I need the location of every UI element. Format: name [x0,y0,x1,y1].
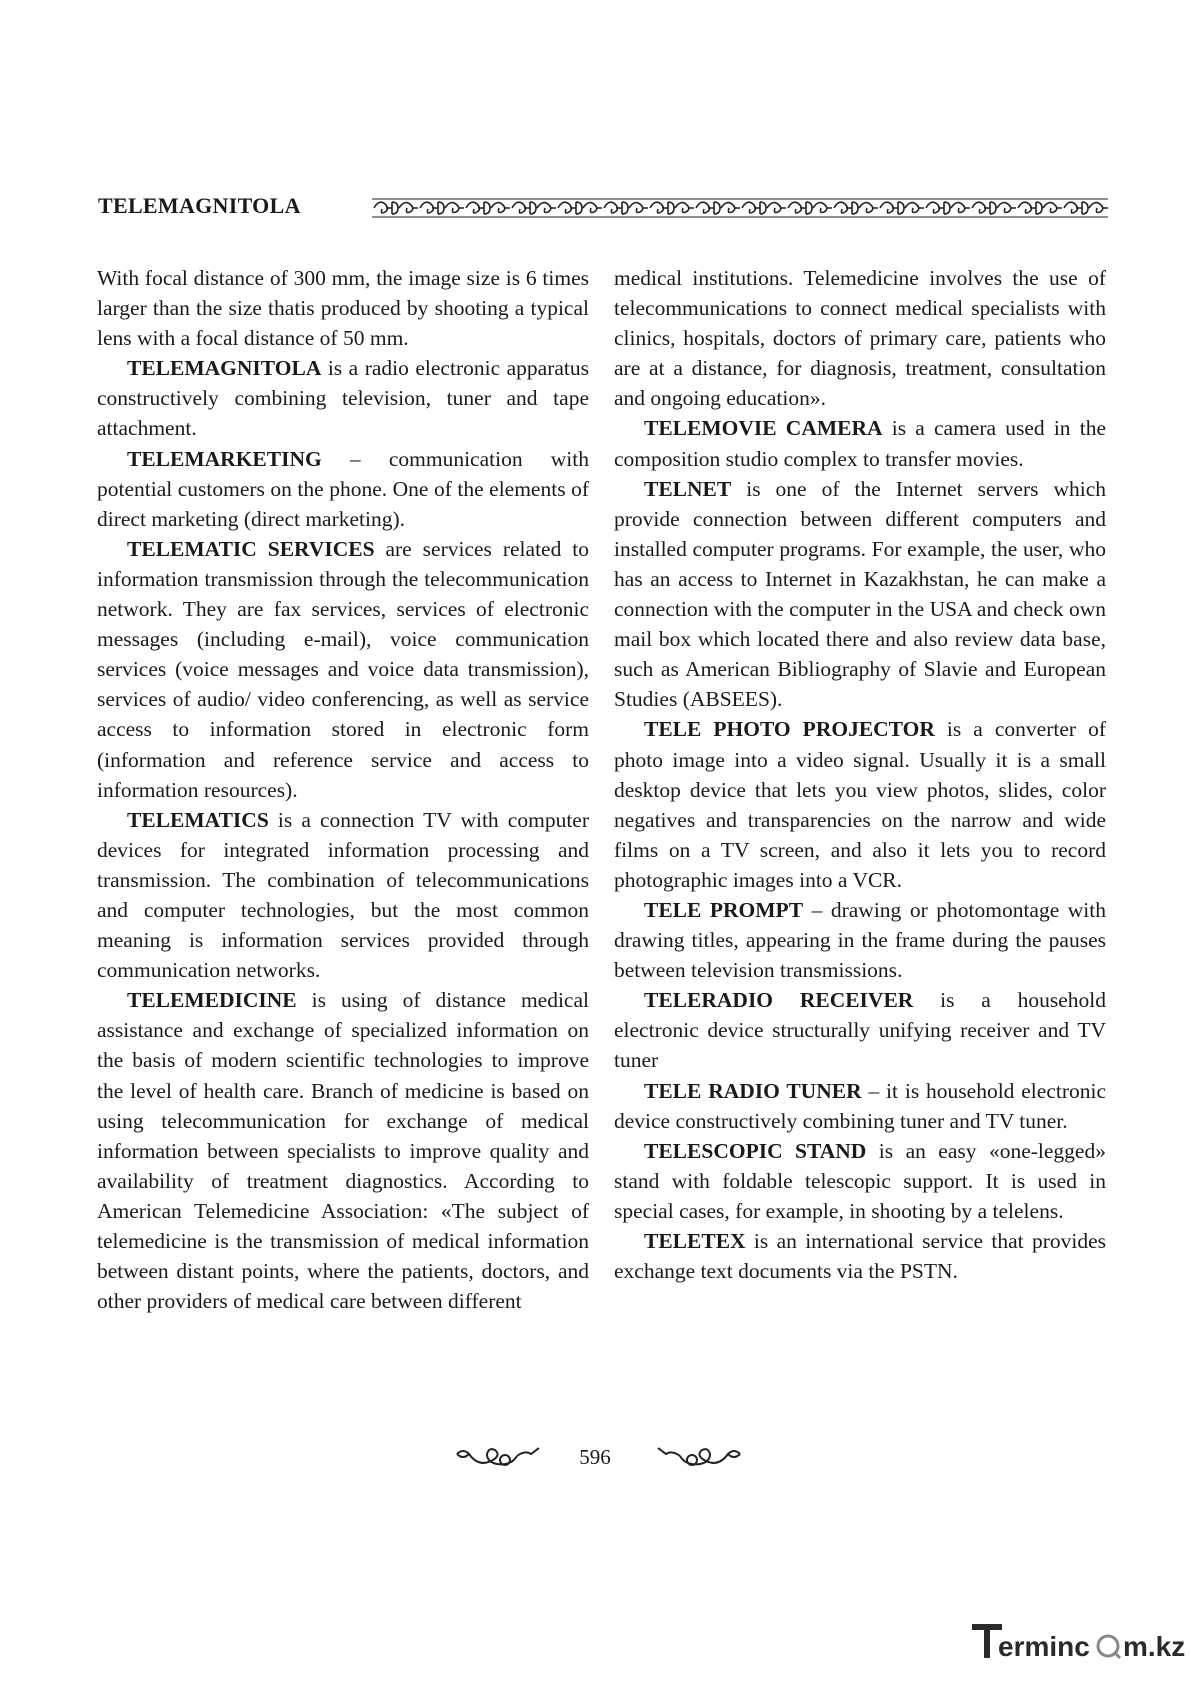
entry-paragraph: TELEMAGNITOLA is a radio electronic apparatus constructively combining television, tuner and tape attachment. [97,356,589,441]
entry-term: TELEMEDICINE [127,988,297,1013]
svg-text:m.kz: m.kz [1123,1631,1186,1662]
right-column [614,263,1106,1286]
footer-ornament-right [656,1446,742,1472]
entry-term: TELE RADIO TUNER [644,1078,862,1103]
entry-term: TELESCOPIC STAND [644,1138,867,1163]
entry-paragraph: TELEMATIC SERVICES are services related to information transmission through the telecommunication network. They are fax services, services of electronic messages (including e-mail), voice communication services (voice messages and voice data transmission), services of audio/ video conferencing, as well as service access to information stored in electronic form (information and reference service and access to information resources). [97,536,589,802]
entry-paragraph: TELEMOVIE CAMERA is a camera used in the composition studio complex to transfer movies. [614,416,1106,471]
entry-paragraph: medical institutions. Telemedicine involves the use of telecommunications to connect medical specialists with clinics, hospitals, doctors of primary care, patients who are at a distance, for diagnosis, treatment, consultation and ongoing education». [614,266,1106,411]
entry-paragraph: TELE PROMPT – drawing or photomontage with drawing titles, appearing in the frame during the pauses between television transmissions. [614,897,1107,983]
svg-text:erminc: erminc [998,1631,1090,1662]
entry-term: TELEMAGNITOLA [127,356,322,381]
entry-paragraph: TELE RADIO TUNER – it is household electronic device constructively combining tuner and TV tuner. [614,1078,1107,1133]
footer-ornament-left [455,1446,541,1472]
entry-term: TELNET [644,476,732,501]
page-number: 596 [579,1445,611,1469]
entry-term: TELEMATIC SERVICES [127,536,375,561]
running-head: TELEMAGNITOLA [98,193,301,218]
entry-paragraph: TELEMARKETING – communication with potential customers on the phone. One of the elements of direct marketing (direct marketing). [97,446,589,531]
entry-paragraph: TELE PHOTO PROJECTOR is a converter of photo image into a video signal. Usually it is a small desktop device that lets you view photos, slides, color negatives and transparencies on the narrow and wide films on a TV screen, and also it lets you to record photographic images into a VCR. [614,717,1106,892]
watermark-logo [968,1620,1186,1664]
entry-paragraph: TELNET is one of the Internet servers which provide connection between different computers and installed computer programs. For example, the user, who has an access to Internet in Kazakhstan, he can make a connection with the computer in the USA and check own mail box which located there and also review data base, such as American Bibliography of Slavie and European Studies (ABSEES). [614,476,1106,712]
entry-term: TELE PHOTO PROJECTOR [644,717,935,742]
left-column [97,263,589,1316]
entry-paragraph: TELERADIO RECEIVER is a household electronic device structurally unifying receiver and TV tuner [614,988,1106,1073]
entry-term: TELEMATICS [127,807,269,832]
entry-term: TELEMARKETING [127,446,322,471]
entry-term: TELEMOVIE CAMERA [644,416,883,441]
entry-term: TELE PROMPT [644,897,804,922]
entry-term: TELETEX [644,1229,746,1253]
entry-paragraph: TELEMEDICINE is using of distance medical assistance and exchange of specialized information on the basis of modern scientific technologies to improve the level of health care. Branch of medicine is based on using telecommunication for exchange of medical information between specialists to improve quality and availability of treatment diagnostics. According to American Telemedicine Association: «The subject of telemedicine is the transmission of medical information between distant points, where the patients, doctors, and other providers of medical care between different [97,988,589,1314]
entry-paragraph: TELESCOPIC STAND is an easy «one-legged» stand with foldable telescopic support. It is used in special cases, for example, in shooting by a telelens. [614,1138,1106,1223]
header-ornament-band [372,196,1108,220]
entry-paragraph: TELEMATICS is a connection TV with computer devices for integrated information processing and transmission. The combination of telecommunications and computer technologies, but the most common meaning is information services provided through communication networks. [97,807,589,983]
entry-paragraph: TELETEX is an international service that provides exchange text documents via the PSTN. [614,1229,1106,1284]
entry-term: TELERADIO RECEIVER [644,988,914,1013]
entry-paragraph: With focal distance of 300 mm, the image size is 6 times larger than the size thatis produced by shooting a typical lens with a focal distance of 50 mm. [97,266,589,351]
